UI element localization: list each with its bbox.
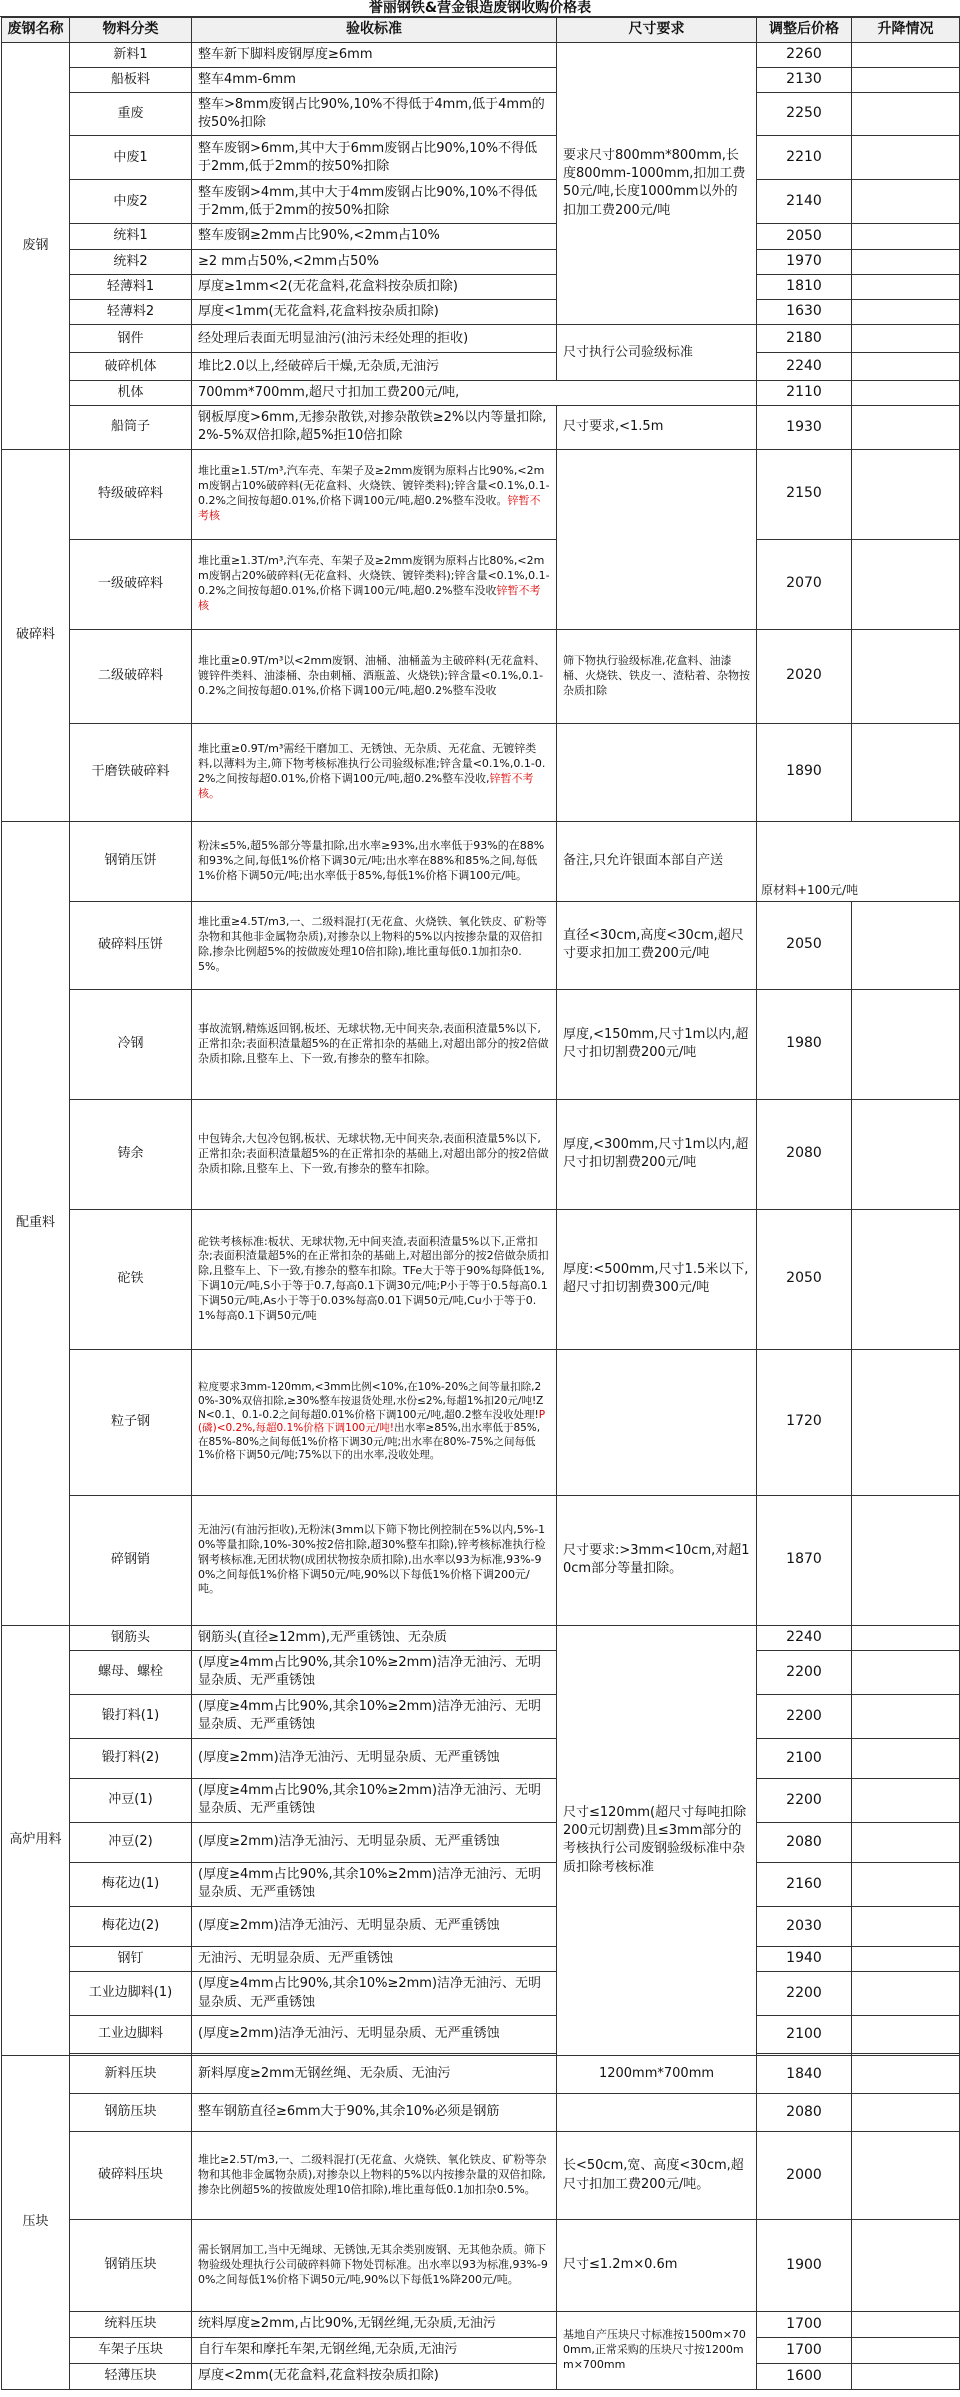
- row-subcategory: 钢销压块: [70, 2220, 192, 2312]
- row-subcategory: 锻打料(2): [70, 1738, 192, 1778]
- table-row: [2, 2016, 960, 2054]
- row-subcategory: 冲豆(1): [70, 1778, 192, 1822]
- table-row: [2, 629, 960, 723]
- table-row: [2, 1972, 960, 2016]
- header-category: 废钢名称: [2, 18, 70, 43]
- row-subcategory: 车架子压块: [70, 2338, 192, 2364]
- row-subcategory: 破碎料压块: [70, 2132, 192, 2220]
- row-change: [852, 42, 960, 67]
- row-size: 直径<30cm,高度<30cm,超尺寸要求扣加工费200元/吨: [557, 901, 757, 989]
- row-size: 尺寸要求,<1.5m: [557, 406, 757, 449]
- row-subcategory: 梅花边(1): [70, 1862, 192, 1906]
- row-subcategory: 钢件: [70, 325, 192, 353]
- row-standard: 厚度≥1mm<2(无花盒料,花盒料按杂质扣除): [192, 274, 557, 299]
- row-price: 2080: [757, 2094, 852, 2132]
- row-subcategory: 锻打料(1): [70, 1694, 192, 1738]
- row-subcategory: 统料1: [70, 224, 192, 249]
- row-subcategory: 铸余: [70, 1099, 192, 1209]
- row-standard: 钢板厚度>6mm,无掺杂散铁,对掺杂散铁≥2%以内等量扣除,2%-5%双倍扣除,超5%拒10倍扣除: [192, 406, 557, 449]
- row-change: [852, 1972, 960, 2016]
- row-subcategory: 新料压块: [70, 2056, 192, 2094]
- row-size: 尺寸要求:>3mm<10cm,对超10cm部分等量扣除。: [557, 1495, 757, 1625]
- table-row: [2, 42, 960, 67]
- row-price: 1700: [757, 2312, 852, 2338]
- row-price: 2200: [757, 1650, 852, 1694]
- row-change: [852, 629, 960, 723]
- row-subcategory: 特级破碎料: [70, 449, 192, 539]
- row-subcategory: 轻薄料2: [70, 299, 192, 324]
- group-label: 压块: [2, 2056, 70, 2390]
- table-row: [2, 274, 960, 299]
- row-subcategory: 钢筋压块: [70, 2094, 192, 2132]
- row-standard: 钢筋头(直径≥12mm),无严重锈蚀、无杂质: [192, 1625, 557, 1650]
- table-row: [2, 1625, 960, 1650]
- row-subcategory: 冲豆(2): [70, 1822, 192, 1862]
- row-change: [852, 180, 960, 224]
- row-price: 2050: [757, 224, 852, 249]
- row-change: [852, 1822, 960, 1862]
- standard-text: 堆比重≥1.5T/m³,汽车壳、车架子及≥2mm废钢为原料占比90%,<2mm废钢占10%破碎料(无花盒料、火烧铁、镀锌类料);锌含量<0.1%,0.1-0.2%之间按每超0.01%,价格下调100元/吨,超0.2%整车没收。: [198, 464, 550, 508]
- row-standard: [192, 449, 557, 539]
- row-price: 2080: [757, 1099, 852, 1209]
- row-standard: 厚度<2mm(无花盒料,花盒料按杂质扣除): [192, 2364, 557, 2390]
- row-price: 2200: [757, 1778, 852, 1822]
- row-standard: 整车废钢>4mm,其中大于4mm废钢占比90%,10%不得低于2mm,低于2mm的按50%扣除: [192, 180, 557, 224]
- row-subcategory: 砣铁: [70, 1209, 192, 1349]
- header-subcategory: 物料分类: [70, 18, 192, 43]
- row-price: 2070: [757, 539, 852, 629]
- table-row: [2, 381, 960, 406]
- row-subcategory: 机体: [70, 381, 192, 406]
- row-subcategory: 螺母、螺栓: [70, 1650, 192, 1694]
- row-change: [852, 299, 960, 324]
- row-standard: ≥2 mm占50%,<2mm占50%: [192, 249, 557, 274]
- row-standard: [192, 539, 557, 629]
- row-price: 2030: [757, 1906, 852, 1946]
- row-size: 1200mm*700mm: [557, 2056, 757, 2094]
- page-title: 誉丽钢铁&营金银造废钢收购价格表: [0, 0, 960, 17]
- row-change: [852, 325, 960, 353]
- row-subcategory: 新料1: [70, 42, 192, 67]
- row-price: 2180: [757, 325, 852, 353]
- standard-text: 堆比重≥1.3T/m³,汽车壳、车架子及≥2mm废钢为原料占比80%,<2mm废钢占20%破碎料(无花盒料、火烧铁、镀锌类料);锌含量<0.1%,0.1-0.2%之间按每超0.01%,价格下调100元/吨,超0.2%整车没收: [198, 554, 550, 598]
- row-price: 2080: [757, 1822, 852, 1862]
- row-standard: (厚度≥2mm)洁净无油污、无明显杂质、无严重锈蚀: [192, 1822, 557, 1862]
- table-row: [2, 2056, 960, 2094]
- row-size: 筛下物执行验级标准,花盒料、油漆桶、火烧铁、铁皮一、渣粘着、杂物按杂质扣除: [557, 629, 757, 723]
- row-subcategory: 统料2: [70, 249, 192, 274]
- row-change: [852, 723, 960, 821]
- row-standard: 700mm*700mm,超尺寸扣加工费200元/吨,: [192, 381, 757, 406]
- row-change: [852, 224, 960, 249]
- row-standard: 新料厚度≥2mm无钢丝绳、无杂质、无油污: [192, 2056, 557, 2094]
- row-standard: (厚度≥4mm占比90%,其余10%≥2mm)洁净无油污、无明显杂质、无严重锈蚀: [192, 1694, 557, 1738]
- row-standard: 堆比2.0以上,经破碎后干燥,无杂质,无油污: [192, 353, 557, 381]
- table-row: [2, 325, 960, 353]
- table-row: [2, 92, 960, 135]
- row-price: 1840: [757, 2056, 852, 2094]
- table-row: [2, 1778, 960, 1822]
- row-standard: 整车钢筋直径≥6mm大于90%,其余10%必须是钢筋: [192, 2094, 557, 2132]
- header-change: 升降情况: [852, 18, 960, 43]
- row-change: [852, 2094, 960, 2132]
- row-size: 基地自产压块尺寸标准按1500m×700mm,正常采购的压块尺寸按1200mm×700mm: [557, 2312, 757, 2390]
- group-label: 废钢: [2, 42, 70, 449]
- row-subcategory: 钢钉: [70, 1946, 192, 1971]
- row-price: 2160: [757, 1862, 852, 1906]
- row-change: [852, 1906, 960, 1946]
- row-standard: (厚度≥4mm占比90%,其余10%≥2mm)洁净无油污、无明显杂质、无严重锈蚀: [192, 1972, 557, 2016]
- row-standard: (厚度≥4mm占比90%,其余10%≥2mm)洁净无油污、无明显杂质、无严重锈蚀: [192, 1862, 557, 1906]
- row-subcategory: 工业边脚料(1): [70, 1972, 192, 2016]
- row-price: 2100: [757, 2016, 852, 2054]
- row-standard: 粉沫≤5%,超5%部分等量扣除,出水率≥93%,出水率低于93%的在88%和93%之间,每低1%价格下调30元/吨;出水率在88%和85%之间,每低1%价格下调50元/吨;出水率低于85%,每低1%价格下调100元/吨。: [192, 821, 557, 901]
- row-subcategory: 粒子钢: [70, 1349, 192, 1495]
- table-row: [2, 2364, 960, 2390]
- row-size: 尺寸执行公司验级标准: [557, 325, 757, 381]
- row-standard: 整车废钢>6mm,其中大于6mm废钢占比90%,10%不得低于2mm,低于2mm的按50%扣除: [192, 136, 557, 180]
- row-change: [852, 449, 960, 539]
- row-change: [852, 1650, 960, 1694]
- row-standard: 中包铸余,大包冷包钢,板状、无球状物,无中间夹杂,表面积渣量5%以下,正常扣杂;表面积渣量超5%的在正常扣杂的基础上,对超出部分的按2倍做杂质扣除,且整车上、下一致,有掺杂的整车扣除。: [192, 1099, 557, 1209]
- header-standard: 验收标准: [192, 18, 557, 43]
- row-standard: 整车废钢≥2mm占比90%,<2mm占10%: [192, 224, 557, 249]
- row-subcategory: 船筒子: [70, 406, 192, 449]
- row-change: [852, 136, 960, 180]
- table-row: [2, 989, 960, 1099]
- row-price: 2240: [757, 1625, 852, 1650]
- row-subcategory: 中废1: [70, 136, 192, 180]
- group-label: 破碎料: [2, 449, 70, 821]
- table-row: [2, 821, 960, 901]
- row-change: [852, 1625, 960, 1650]
- header-price: 调整后价格: [757, 18, 852, 43]
- standard-note: 锌暂不考核。: [198, 772, 534, 800]
- row-standard: (厚度≥2mm)洁净无油污、无明显杂质、无严重锈蚀: [192, 2016, 557, 2054]
- table-row: [2, 2132, 960, 2220]
- table-row: [2, 249, 960, 274]
- table-row: [2, 136, 960, 180]
- row-size: 要求尺寸800mm*800mm,长度800mm-1000mm,扣加工费50元/吨,长度1000mm以外的扣加工费200元/吨: [557, 42, 757, 325]
- row-change: [852, 1946, 960, 1971]
- row-change: [852, 2220, 960, 2312]
- group-label: 高炉用料: [2, 1625, 70, 2055]
- row-subcategory: 破碎机体: [70, 353, 192, 381]
- row-change: [852, 2016, 960, 2054]
- row-change: [852, 353, 960, 381]
- row-standard: (厚度≥2mm)洁净无油污、无明显杂质、无严重锈蚀: [192, 1906, 557, 1946]
- row-change: [852, 1694, 960, 1738]
- row-price: 1980: [757, 989, 852, 1099]
- standard-text: 粒度要求3mm-120mm,<3mm比例<10%,在10%-20%之间等量扣除,20%-30%双倍扣除,≥30%整车按退货处理,水份≤2%,每超1%扣20元/吨!ZN<0.1、0.1-0.2之间每超0.01%价格下调100元/吨,超0.2整车没收处理!: [198, 1381, 544, 1421]
- table-row: [2, 1738, 960, 1778]
- row-change: [852, 1099, 960, 1209]
- row-size: 备注,只允许银面本部自产送: [557, 821, 757, 901]
- row-change: [852, 2312, 960, 2338]
- table-row: [2, 1650, 960, 1694]
- row-standard: 厚度<1mm(无花盒料,花盒料按杂质扣除): [192, 299, 557, 324]
- row-subcategory: 中废2: [70, 180, 192, 224]
- row-change: [852, 1778, 960, 1822]
- table-row: [2, 406, 960, 449]
- row-price: 1900: [757, 2220, 852, 2312]
- row-price: 1600: [757, 2364, 852, 2390]
- row-change: [852, 901, 960, 989]
- row-standard: (厚度≥4mm占比90%,其余10%≥2mm)洁净无油污、无明显杂质、无严重锈蚀: [192, 1650, 557, 1694]
- table-row: [2, 224, 960, 249]
- row-standard: 经处理后表面无明显油污(油污未经处理的拒收): [192, 325, 557, 353]
- table-row: [2, 2094, 960, 2132]
- row-change: [852, 2056, 960, 2094]
- row-subcategory: 破碎料压饼: [70, 901, 192, 989]
- price-table: [1, 17, 960, 2390]
- row-size: 长<50cm,宽、高度<30cm,超尺寸扣加工费200元/吨。: [557, 2132, 757, 2220]
- row-subcategory: 工业边脚料: [70, 2016, 192, 2054]
- row-price: 2140: [757, 180, 852, 224]
- table-row: [2, 2338, 960, 2364]
- row-price: 1630: [757, 299, 852, 324]
- row-change: [852, 989, 960, 1099]
- row-change: [852, 406, 960, 449]
- table-row: [2, 1099, 960, 1209]
- table-row: [2, 1946, 960, 1971]
- row-price: 2200: [757, 1694, 852, 1738]
- header-size: 尺寸要求: [557, 18, 757, 43]
- table-row: [2, 723, 960, 821]
- table-row: [2, 449, 960, 539]
- row-standard: 整车>8mm废钢占比90%,10%不得低于4mm,低于4mm的按50%扣除: [192, 92, 557, 135]
- row-subcategory: 重废: [70, 92, 192, 135]
- table-row: [2, 299, 960, 324]
- row-standard: 事故流钢,精炼返回钢,板坯、无球状物,无中间夹杂,表面积渣量5%以下,正常扣杂;表面积渣量超5%的在正常扣杂的基础上,对超出部分的按2倍做杂质扣除,且整车上、下一致,有掺杂的整车扣除。: [192, 989, 557, 1099]
- row-price: 2260: [757, 42, 852, 67]
- row-change: [852, 2338, 960, 2364]
- standard-note: 锌暂不考核: [198, 584, 541, 612]
- standard-text: 堆比重≥0.9T/m³需经干磨加工、无锈蚀、无杂质、无花盒、无镀锌类料,以薄料为主,筛下物考核标准执行公司验级标准;锌含量<0.1%,0.1-0.2%之间按每超0.01%,价格下调100元/吨,超0.2%整车没收,: [198, 742, 546, 786]
- row-standard: 整车4mm-6mm: [192, 67, 557, 92]
- row-price: 2250: [757, 92, 852, 135]
- row-size: [557, 449, 757, 629]
- row-price: 原材料+100元/吨: [757, 821, 960, 901]
- table-row: [2, 1906, 960, 1946]
- row-change: [852, 1495, 960, 1625]
- row-standard: 砣铁考核标准:板状、无球状物,无中间夹渣,表面积渣量5%以下,正常扣杂;表面积渣量超5%的在正常扣杂的基础上,对超出部分的按2倍做杂质扣除,且整车上、下一致,有掺杂的整车扣除。TFe大于等于90%每降低1%,下调10元/吨,S小于等于0.7,每高0.1下调30元/吨;P小于等于0.5每高0.1下调50元/吨,As小于等于0.03%每高0.01下调50元/吨,Cu小于等于0.1%每高0.1下调50元/吨: [192, 1209, 557, 1349]
- row-price: 1720: [757, 1349, 852, 1495]
- row-price: 2110: [757, 381, 852, 406]
- row-price: 2200: [757, 1972, 852, 2016]
- row-subcategory: 轻薄压块: [70, 2364, 192, 2390]
- row-subcategory: 钢销压饼: [70, 821, 192, 901]
- table-row: [2, 1822, 960, 1862]
- row-standard: [192, 723, 557, 821]
- table-row: [2, 901, 960, 989]
- table-row: [2, 353, 960, 381]
- row-subcategory: 碎钢销: [70, 1495, 192, 1625]
- row-change: [852, 1738, 960, 1778]
- row-standard: 无油污(有油污拒收),无粉沫(3mm以下筛下物比例控制在5%以内,5%-10%等量扣除,10%-30%按2倍扣除,超30%整车扣除),锌考核标准执行检钢考核标准,无团状物(成团状物按杂质扣除),出水率以93为标准,93%-90%之间每低1%价格下调50元/吨,90%以下每低1%价格下调200元/吨。: [192, 1495, 557, 1625]
- row-price: 2100: [757, 1738, 852, 1778]
- row-standard: [192, 1349, 557, 1495]
- row-standard: 统料厚度≥2mm,占比90%,无钢丝绳,无杂质,无油污: [192, 2312, 557, 2338]
- row-change: [852, 67, 960, 92]
- table-row: [2, 1209, 960, 1349]
- standard-note: P(磷)<0.2%,每超0.1%价格下调100元/吨!: [198, 1408, 546, 1435]
- row-price: 2130: [757, 67, 852, 92]
- row-price: 1890: [757, 723, 852, 821]
- row-price: 2050: [757, 901, 852, 989]
- row-subcategory: 冷钢: [70, 989, 192, 1099]
- row-standard: 堆比重≥4.5T/m3,一、二级料混打(无花盒、火烧铁、氧化铁皮、矿粉等杂物和其他非金属物杂质),对掺杂以上物料的5%以内按掺杂量的双倍扣除,掺杂比例超5%的按做废处理10倍扣除),堆比重每低0.1加扣杂0.5%。: [192, 901, 557, 989]
- row-subcategory: 统料压块: [70, 2312, 192, 2338]
- row-change: [852, 539, 960, 629]
- row-size: 尺寸≤120mm(超尺寸每吨扣除200元切割费)且≤3mm部分的考核执行公司废钢验级标准中杂质扣除考核标准: [557, 1625, 757, 2055]
- row-change: [852, 249, 960, 274]
- row-price: 2240: [757, 353, 852, 381]
- standard-note: 锌暂不考核: [198, 494, 541, 522]
- row-size: [557, 1349, 757, 1495]
- row-size: 厚度,<300mm,尺寸1m以内,超尺寸扣切割费200元/吨: [557, 1099, 757, 1209]
- row-standard: 堆比≥2.5T/m3,一、二级料混打(无花盒、火烧铁、氧化铁皮、矿粉等杂物和其他非金属物杂质),对掺杂以上物料的5%以内按掺杂量的双倍扣除,掺杂比例超5%的按做废处理10倍扣除),堆比重每低0.1加扣杂0.5%。: [192, 2132, 557, 2220]
- row-subcategory: 一级破碎料: [70, 539, 192, 629]
- row-price: 1810: [757, 274, 852, 299]
- table-row: [2, 1694, 960, 1738]
- row-subcategory: 轻薄料1: [70, 274, 192, 299]
- row-standard: 堆比重≥0.9T/m³以<2mm废钢、油桶、油桶盖为主破碎料(无花盒料、镀锌件类料、油漆桶、杂由刺桶、酒瓶盖、火烧铁);锌含量<0.1%,0.1-0.2%之间按每超0.01%,价格下调100元/吨,超0.2%整车没收: [192, 629, 557, 723]
- header-row: [2, 18, 960, 43]
- row-price: 2000: [757, 2132, 852, 2220]
- table-row: [2, 2312, 960, 2338]
- row-price: 1970: [757, 249, 852, 274]
- row-size: [557, 723, 757, 821]
- row-size: 厚度,<150mm,尺寸1m以内,超尺寸扣切割费200元/吨: [557, 989, 757, 1099]
- row-standard: (厚度≥2mm)洁净无油污、无明显杂质、无严重锈蚀: [192, 1738, 557, 1778]
- row-standard: 需长钢屑加工,当中无绳球、无锈蚀,无其余类别废钢、无其他杂质。筛下物验级处理执行公司破碎料筛下物处罚标准。出水率以93为标准,93%-90%之间每低1%价格下调50元/吨,90%以下每低1%降200元/吨。: [192, 2220, 557, 2312]
- row-change: [852, 2364, 960, 2390]
- standard-text: 出水率≥85%,出水率低于85%,在85%-80%之间每低1%价格下调30元/吨;出水率在80%-75%之间每低1%价格下调50元/吨;75%以下的出水率,没收处理。: [198, 1422, 541, 1462]
- row-subcategory: 梅花边(2): [70, 1906, 192, 1946]
- table-row: [2, 180, 960, 224]
- row-subcategory: 二级破碎料: [70, 629, 192, 723]
- row-subcategory: 钢筋头: [70, 1625, 192, 1650]
- row-price: 1930: [757, 406, 852, 449]
- row-price: 2150: [757, 449, 852, 539]
- row-price: 2210: [757, 136, 852, 180]
- row-price: 1940: [757, 1946, 852, 1971]
- row-change: [852, 1209, 960, 1349]
- table-row: [2, 67, 960, 92]
- group-label: 配重料: [2, 821, 70, 1625]
- row-size: 厚度:<500mm,尺寸1.5米以下,超尺寸扣切割费300元/吨: [557, 1209, 757, 1349]
- row-size: 尺寸≤1.2m×0.6m: [557, 2220, 757, 2312]
- row-price: 1870: [757, 1495, 852, 1625]
- table-row: [2, 539, 960, 629]
- row-standard: (厚度≥4mm占比90%,其余10%≥2mm)洁净无油污、无明显杂质、无严重锈蚀: [192, 1778, 557, 1822]
- row-standard: 自行车架和摩托车架,无钢丝绳,无杂质,无油污: [192, 2338, 557, 2364]
- row-price: 2050: [757, 1209, 852, 1349]
- table-row: [2, 2220, 960, 2312]
- row-change: [852, 2132, 960, 2220]
- row-subcategory: 船板料: [70, 67, 192, 92]
- row-change: [852, 1862, 960, 1906]
- row-size: [557, 2094, 757, 2132]
- row-change: [852, 1349, 960, 1495]
- table-row: [2, 1862, 960, 1906]
- row-subcategory: 干磨铁破碎料: [70, 723, 192, 821]
- row-price: 1700: [757, 2338, 852, 2364]
- row-change: [852, 92, 960, 135]
- row-standard: 无油污、无明显杂质、无严重锈蚀: [192, 1946, 557, 1971]
- row-price: 2020: [757, 629, 852, 723]
- table-row: [2, 1495, 960, 1625]
- row-standard: 整车新下脚料废钢厚度≥6mm: [192, 42, 557, 67]
- row-change: [852, 381, 960, 406]
- table-row: [2, 1349, 960, 1495]
- row-change: [852, 274, 960, 299]
